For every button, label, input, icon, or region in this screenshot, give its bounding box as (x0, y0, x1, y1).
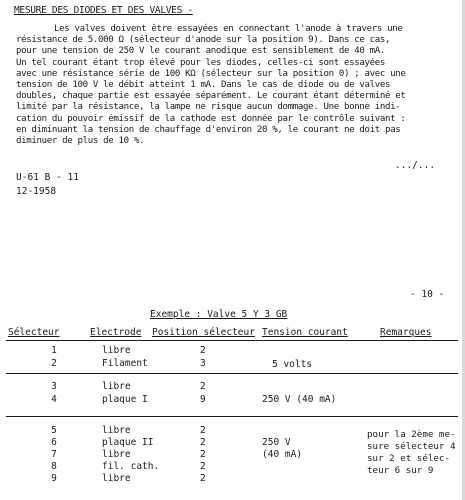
courant-plaque-2: (40 mA) (262, 449, 303, 460)
paragraph-line: avec une résistance série de 100 KΩ (sélecteur sur la position 0) ; avec une (16, 68, 406, 79)
paragraph-line: limité par la résistance, la lampe ne risque aucun dommage. Une bonne indi- (16, 102, 401, 113)
row-position: 2 (200, 345, 206, 356)
table-rule (6, 373, 458, 374)
row-position: 2 (200, 425, 206, 436)
row-selecteur: 4 (51, 394, 57, 405)
row-selecteur: 6 (51, 437, 57, 448)
paragraph-line: pour une tension de 250 V le courant anodique est sensiblement de 40 mA. (16, 46, 385, 57)
table-rule (6, 340, 458, 341)
row-selecteur: 8 (51, 461, 57, 472)
paragraph-line: en diminuant la tension de chauffage d'environ 20 %, le courant ne doit pas (16, 124, 401, 135)
row-position: 9 (200, 394, 206, 405)
row-selecteur: 3 (51, 381, 57, 392)
remarques-note (367, 429, 456, 477)
row-selecteur: 7 (51, 449, 57, 460)
row-position: 2 (200, 381, 206, 392)
body-paragraph (16, 24, 462, 147)
row-electrode: Filament (102, 358, 148, 369)
remarque-line: sur 2 et sélec- (367, 453, 450, 464)
page-number: - 10 - (410, 289, 445, 300)
row-selecteur: 1 (51, 345, 57, 356)
row-electrode: fil. cath. (102, 461, 160, 472)
remarque-line: sure sélecteur 4 (367, 441, 456, 452)
row-electrode: libre (102, 425, 131, 436)
row-electrode: libre (102, 473, 131, 484)
row-electrode: libre (102, 345, 131, 356)
remarque-line: pour la 2ème me- (367, 429, 456, 440)
row-position: 2 (200, 437, 206, 448)
example-title: Exemple : Valve 5 Y 3 GB (150, 309, 288, 320)
remarque-line: teur 6 sur 9 (367, 465, 434, 476)
tension-plaque-2: 250 V (262, 437, 291, 448)
row-position: 2 (200, 449, 206, 460)
row-electrode: plaque II (102, 437, 154, 448)
paragraph-line: cation du pouvoir émissif de la cathode est donnée par le contrôle suivant : (16, 113, 406, 124)
row-electrode: libre (102, 381, 131, 392)
row-position: 3 (200, 358, 206, 369)
header-position: Position sélecteur (152, 327, 255, 338)
header-electrode: Electrode (90, 327, 142, 338)
row-selecteur: 9 (51, 473, 57, 484)
paragraph-line: tension de 100 V le débit atteint 1 mA. Dans le cas de diode ou de valves (16, 80, 391, 91)
paragraph-line: résistance de 5.000 Ω (sélecteur d'anode sur la position 9). Dans ce cas, (16, 35, 391, 46)
document-reference (16, 171, 79, 199)
row-position: 2 (200, 461, 206, 472)
paragraph-line: doubles, chaque partie est essayée séparément. Le courant étant déterminé et (16, 91, 406, 102)
row-electrode: libre (102, 449, 131, 460)
header-selecteur: Sélecteur (8, 327, 60, 338)
tension-filament: 5 volts (272, 359, 313, 370)
continuation-mark: .../... (395, 160, 436, 171)
tension-plaque-1: 250 V (40 mA) (262, 394, 337, 405)
row-electrode: plaque I (102, 394, 148, 405)
section-title: MESURE DES DIODES ET DES VALVES - (14, 5, 193, 16)
header-tension: Tension courant (262, 327, 348, 338)
row-selecteur: 2 (51, 358, 57, 369)
header-remarques: Remarques (380, 327, 432, 338)
row-selecteur: 5 (51, 425, 57, 436)
reference-code: U-61 B - 11 (16, 172, 79, 183)
reference-date: 12-1958 (16, 186, 57, 197)
paragraph-line: Un tel courant étant trop élevé pour les diodes, celles-ci sont essayées (16, 57, 385, 68)
paragraph-line: Les valves doivent être essayées en connectant l'anode à travers une (54, 24, 403, 34)
row-position: 2 (200, 473, 206, 484)
table-rule (6, 416, 458, 417)
paragraph-line: diminuer de plus de 10 %. (16, 136, 145, 147)
